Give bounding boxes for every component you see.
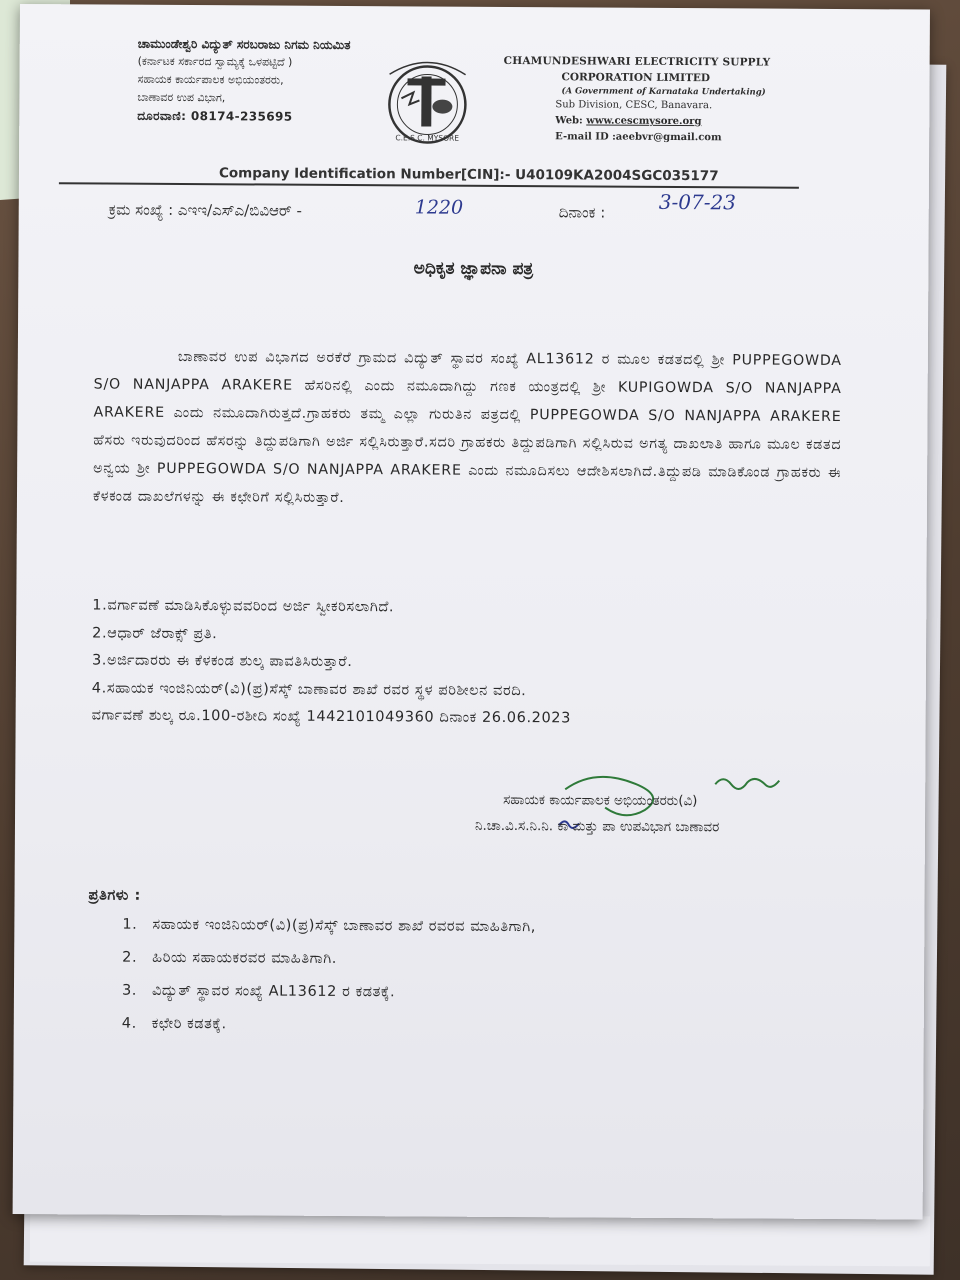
documents-list-item: 1.ವರ್ಗಾವಣೆ ಮಾಡಿಸಿಕೊಳ್ಳುವವರಿಂದ ಅರ್ಜಿ ಸ್ವೀಕರಿಸಲಾಗಿದೆ.: [92, 597, 395, 616]
reference-label: ಕ್ರಮ ಸಂಖ್ಯೆ : ಎಇಇ/ಎಸ್ಎ/ಬಿವಿಆರ್ -: [108, 200, 302, 220]
letterhead-kannada: [137, 35, 398, 127]
signatory-designation: ಸಹಾಯಕ ಕಾರ್ಯಪಾಲಕ ಅಭಿಯಂತರರು(ವಿ): [503, 791, 698, 810]
document-page: [13, 4, 930, 1220]
copy-item: [88, 1007, 848, 1045]
letterhead-english: [503, 55, 774, 144]
documents-list-item: ವರ್ಗಾವಣೆ ಶುಲ್ಕ ರೂ.100-ರಶೀದಿ ಸಂಖ್ಯೆ 1442101049360 ದಿನಾಂಕ 26.06.2023: [91, 707, 572, 727]
copy-item-text: ಕಛೇರಿ ಕಡತಕ್ಕೆ.: [151, 1015, 227, 1033]
copies-heading: ಪ್ರತಿಗಳು :: [88, 887, 142, 904]
reference-number-handwritten: 1220: [414, 196, 464, 219]
company-cin: Company Identification Number[CIN]:- U40109KA2004SGC035177: [218, 165, 719, 185]
copy-item-number: 4.: [121, 1015, 137, 1032]
date-handwritten: 3-07-23: [658, 189, 737, 215]
signatory-office: ನಿ.ಚಾ.ವಿ.ಸ.ನಿ.ನಿ. ಕಾ ಮತ್ತು ಪಾ ಉಪವಿಭಾಗ ಬಾಣಾವರ: [474, 817, 720, 836]
letterhead-corporation-en: CORPORATION LIMITED: [561, 71, 711, 85]
copy-item: [88, 974, 848, 1012]
cesc-logo: [379, 54, 476, 151]
copy-item: [88, 941, 848, 979]
copy-item-text: ಸಹಾಯಕ ಇಂಜಿನಿಯರ್(ವಿ)(ಪ್ರ)ಸೆಸ್ಕ್ ಬಾಣಾವರ ಶಾಖೆ ರವರವ ಮಾಹಿತಿಗಾಗಿ,: [152, 916, 537, 936]
date-label: ದಿನಾಂಕ :: [558, 203, 606, 222]
web-link[interactable]: www.cescmysore.org: [586, 115, 702, 128]
logo-caption: C.E.S.C. MYSORE: [395, 133, 459, 143]
documents-list-item: 3.ಅರ್ಜಿದಾರರು ಈ ಕೆಳಕಂಡ ಶುಲ್ಕ ಪಾವತಿಸಿರುತ್ತಾರೆ.: [91, 652, 353, 671]
letterhead-web: [503, 115, 773, 128]
letterhead-company-kn: ಚಾಮುಂಡೇಶ್ವರಿ ವಿದ್ಯುತ್ ಸರಬರಾಜು ನಿಗಮ ನಿಯಮಿತ: [137, 36, 351, 53]
copies-section: [88, 882, 849, 1045]
copy-item-text: ಹಿರಿಯ ಸಹಾಯಕರವರ ಮಾಹಿತಿಗಾಗಿ.: [152, 949, 338, 967]
document-title: ಅಧಿಕೃತ ಜ್ಞಾಪನಾ ಪತ್ರ: [413, 258, 534, 280]
copy-item-number: 1.: [122, 916, 138, 933]
letterhead-phone: ದೂರವಾಣಿ: 08174-235695: [137, 108, 293, 124]
letterhead-company-en: CHAMUNDESHWARI ELECTRICITY SUPPLY: [503, 54, 771, 69]
letterhead-subdivision-en: Sub Division, CESC, Banavara.: [555, 99, 713, 112]
copy-item-number: 2.: [122, 949, 138, 966]
letterhead-email: E-mail ID :aeebvr@gmail.com: [555, 131, 722, 144]
letterhead-govt-kn: (ಕರ್ನಾಟಕ ಸರ್ಕಾರದ ಸ್ವಾಮ್ಯಕ್ಕೆ ಒಳಪಟ್ಟಿದೆ ): [137, 54, 293, 69]
web-label: Web:: [555, 115, 587, 127]
letterhead-office-kn: ಸಹಾಯಕ ಕಾರ್ಯಪಾಲಕ ಅಭಿಯಂತರರು,: [137, 72, 284, 87]
signature-block: [475, 787, 855, 841]
copy-item-number: 3.: [121, 982, 138, 999]
paper-stack-edge: [30, 1212, 930, 1267]
documents-list: [92, 592, 853, 734]
documents-list-item: 2.ಆಧಾರ್ ಜೆರಾಕ್ಸ್ ಪ್ರತಿ.: [92, 624, 218, 642]
copy-item: [88, 908, 848, 946]
copy-item-text: ವಿದ್ಯುತ್ ಸ್ಥಾವರ ಸಂಖ್ಯೆ AL13612 ರ ಕಡತಕ್ಕೆ.: [151, 982, 396, 1001]
documents-list-item: 4.ಸಹಾಯಕ ಇಂಜಿನಿಯರ್(ವಿ)(ಪ್ರ)ಸೆಸ್ಕ್ ಬಾಣಾವರ ಶಾಖೆ ರವರ ಸ್ಥಳ ಪರಿಶೀಲನ ವರದಿ.: [91, 679, 527, 699]
letterhead-govt-en: (A Government of Karnataka Undertaking): [561, 86, 766, 98]
body-paragraph: ಬಾಣಾವರ ಉಪ ವಿಭಾಗದ ಅರಕೆರೆ ಗ್ರಾಮದ ವಿದ್ಯುತ್ ಸ್ಥಾವರ ಸಂಖ್ಯೆ AL13612 ರ ಮೂಲ ಕಡತದಲ್ಲಿ ಶ್ರೀ PUPPEGOWDA S/O NANJAPPA ARAKERE ಹೆಸರಿನಲ್ಲಿ ಎಂದು ನಮೂದಾಗಿದ್ದು ಗಣಕ ಯಂತ್ರದಲ್ಲಿ ಶ್ರೀ KUPIGOWDA S/O NANJAPPA ARAKERE ಎಂದು ನಮೂದಾಗಿರುತ್ತದೆ.ಗ್ರಾಹಕರು ತಮ್ಮ ಎಲ್ಲಾ ಗುರುತಿನ ಪತ್ರದಲ್ಲಿ PUPPEGOWDA S/O NANJAPPA ARAKERE ಹೆಸರು ಇರುವುದರಿಂದ ಹೆಸರನ್ನು ತಿದ್ದುಪಡಿಗಾಗಿ ಅರ್ಜಿ ಸಲ್ಲಿಸಿರುತ್ತಾರೆ.ಸದರಿ ಗ್ರಾಹಕರು ತಿದ್ದುಪಡಿಗಾಗಿ ಸಲ್ಲಿಸಿರುವ ಅಗತ್ಯ ದಾಖಲಾತಿ ಹಾಗೂ ಮೂಲ ಕಡತದ ಅನ್ವಯ ಶ್ರೀ PUPPEGOWDA S/O NANJAPPA ARAKERE ಎಂದು ನಮೂದಿಸಲು ಆದೇಶಿಸಲಾಗಿದೆ.ತಿದ್ದುಪಡಿ ಮಾಡಿಕೊಂಡ ಗ್ರಾಹಕರು ಈ ಕೆಳಕಂಡ ದಾಖಲೆಗಳನ್ನು ಈ ಕಛೇರಿಗೆ ಸಲ್ಲಿಸಿರುತ್ತಾರೆ.: [92, 348, 842, 506]
letterhead-division-kn: ಬಾಣಾವರ ಉಪ ವಿಭಾಗ,: [137, 90, 226, 105]
